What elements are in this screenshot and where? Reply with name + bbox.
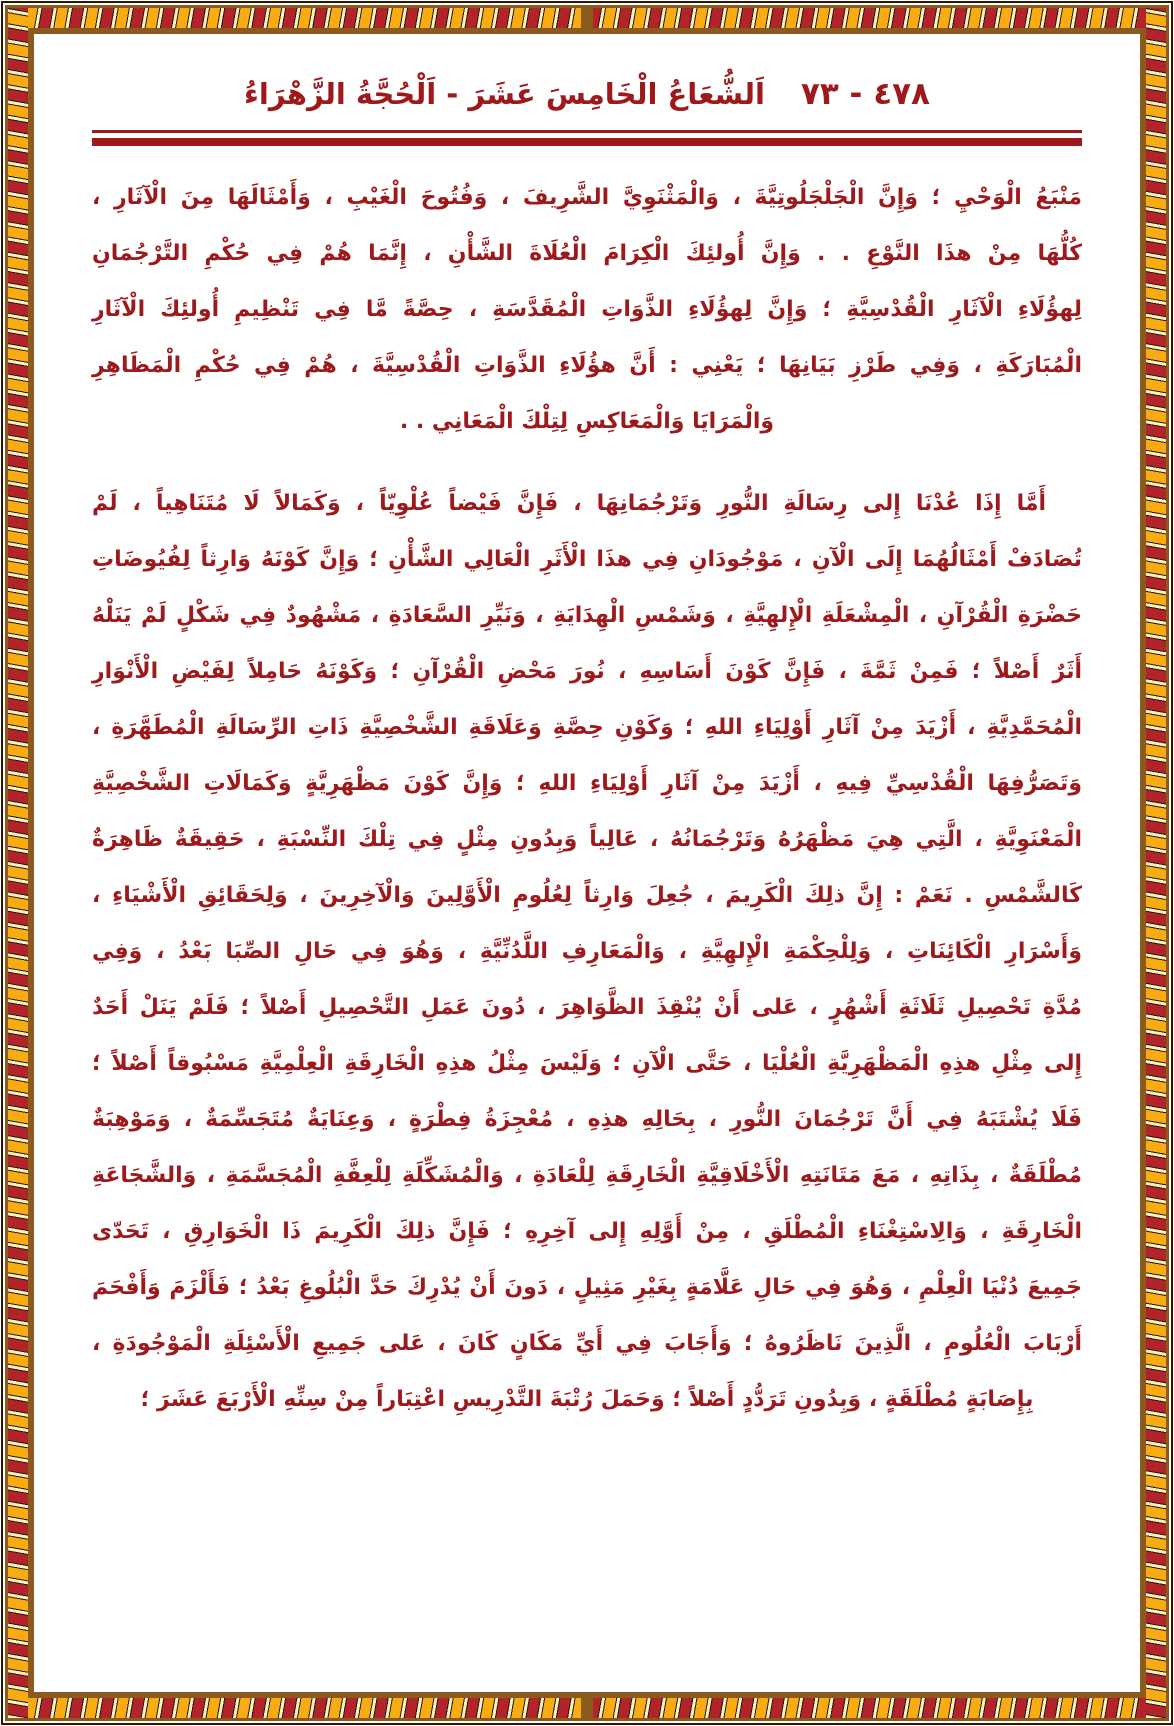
text-line: الْخَارِقَةِ ، وَالِاسْتِغْنَاءِ الْمُطْلَقِ ، مِنْ أَوَّلِهِ إِلى آخِرِهِ ؛ فَإِنَّ ذلِكَ الْكَرِيمَ ذَا الْخَوَارِقِ ، تَحَدّى [92,1219,1082,1244]
page-header [92,76,1082,112]
text-line: كَالشَّمْسِ . نَعَمْ : إِنَّ ذلِكَ الْكَرِيمَ ، جُعِلَ وَارِثاً لِعُلُومِ الْأَوَّلِينَ وَالْآخِرِينَ ، وَلِحَقَائِقِ الْأَشْيَاءِ ، [92,883,1082,908]
text-line: بِإِصَابَةٍ مُطْلَقَةٍ ، وَبِدُونِ تَرَدُّدٍ أَصْلاً ؛ وَحَمَلَ رُتْبَةَ التَّدْرِيسِ اعْتِبَاراً مِنْ سِنِّهِ الْأَرْبَعَ عَشَرَ ؛ [140,1387,1034,1412]
text-line: أَثَرٌ أَصْلاً ؛ فَمِنْ ثَمَّةَ ، فَإِنَّ كَوْنَ أَسَاسِهِ ، نُورَ مَحْضِ الْقُرْآنِ ؛ وَكَوْنَهُ حَامِلاً لِفَيْضِ الْأَنْوَارِ [92,659,1082,684]
text-line: وَأَسْرَارِ الْكَائِنَاتِ ، وَلِلْحِكْمَةِ الْإِلهِيَّةِ ، وَالْمَعَارِفِ اللَّدُنِّيَّةِ ، وَهُوَ فِي حَالِ الصِّبَا بَعْدُ ، وَفِي [92,939,1082,964]
paragraph-1 [92,170,1082,450]
text-line: جَمِيعَ دُنْيَا الْعِلْمِ ، وَهُوَ فِي حَالِ عَلَّامَةٍ بِغَيْرِ مَثِيلٍ ، دَونَ أَنْ يُدْرِكَ حَدَّ الْبُلُوغِ بَعْدُ ؛ فَأَلْزَمَ وَأَفْحَمَ [92,1275,1082,1300]
chain-border-right [1146,8,1166,1718]
text-line: تُصَادَفْ أَمْثَالُهُمَا إِلَى الْآنِ ، مَوْجُودَانِ فِي هذَا الْأَثَرِ الْعَالِي الشَّأْنِ ؛ وَإِنَّ كَوْنَهُ وَارِثاً لِفُيُوضَاتِ [92,547,1082,572]
text-line: مُطْلَقَةٌ ، بِذَاتِهِ ، مَعَ مَتَانَتِهِ الْأَخْلَاقِيَّةِ الْخَارِقَةِ لِلْعَادَةِ ، وَالْمُشَكِّلَةِ لِلْعِفَّةِ الْمُجَسَّمَةِ ، وَالشَّجَاعَةِ [92,1163,1082,1188]
chain-border-bottom [8,1698,1166,1718]
top-center-ornament [581,5,593,31]
text-line: وَتَصَرُّفِهَا الْقُدْسِيِّ فِيهِ ، أَزْيَدَ مِنْ آثَارِ أَوْلِيَاءِ اللهِ ؛ وَإِنَّ كَوْنَ مَظْهَرِيَّةٍ وَكَمَالَاتِ الشَّخْصِيَّةِ [92,771,1082,796]
chain-border-left [8,8,28,1718]
page-content [34,34,1140,1692]
paragraph-2 [92,476,1082,1428]
text-line: الْمُبَارَكَةِ ، وَفِي طَرْزِ بَيَانِهَا ؛ يَعْنِي : أَنَّ هؤُلَاءِ الذَّوَاتِ الْقُدْسِيَّةَ ، هُمْ فِي حُكْمِ الْمَظَاهِرِ [92,353,1082,378]
bottom-center-ornament [581,1695,593,1721]
chain-border-top [8,8,1166,28]
text-line: أَرْبَابَ الْعُلُومِ ، الَّذِينَ نَاظَرُوهُ ؛ وَأَجَابَ فِي أَيِّ مَكَانٍ كَانَ ، عَلى جَمِيعِ الْأَسْئِلَةِ الْمَوْجُودَةِ ، [92,1331,1082,1356]
page-number: ٤٧٨ - ٧٣ [800,76,930,112]
header-rule-thick [92,138,1082,146]
text-line: حَضْرَةِ الْقُرْآنِ ، الْمِشْعَلَةِ الْإِلهِيَّةِ ، وَشَمْسِ الْهِدَايَةِ ، وَنَيِّرِ السَّعَادَةِ ، مَشْهُودٌ فِي شَكْلٍ لَمْ يَنَلْهُ [92,603,1082,628]
text-line: وَالْمَرَايَا وَالْمَعَاكِسِ لِتِلْكَ الْمَعَانِي . . [399,409,775,434]
text-line: كُلُّهَا مِنْ هذَا النَّوْعِ . . وَإِنَّ أُولئِكَ الْكِرَامَ الْعُلَاةَ الشَّأْنِ ، إِنَّمَا هُمْ فِي حُكْمِ التَّرْجُمَانِ [92,241,1082,266]
text-line: الْمَعْنَوِيَّةِ ، الَّتِي هِيَ مَظْهَرُهُ وَتَرْجُمَانُهُ ، عَالِياً وَبِدُونِ مِثْلٍ فِي تِلْكَ النِّسْبَةِ ، حَقِيقَةٌ ظَاهِرَةٌ [92,827,1082,852]
text-line: مُدَّةِ تَحْصِيلِ ثَلَاثَةِ أَشْهُرٍ ، عَلى أَنْ يُنْقِذَ الظَّوَاهِرَ ، دُونَ عَمَلِ التَّحْصِيلِ أَصْلاً ؛ فَلَمْ يَنَلْ أَحَدٌ [92,995,1082,1020]
header-rule-thin [92,130,1082,133]
text-line: لِهؤُلَاءِ الْآثَارِ الْقُدْسِيَّةِ ؛ وَإِنَّ لِهؤُلَاءِ الذَّوَاتِ الْمُقَدَّسَةِ ، حِصَّةً مَّا فِي تَنْظِيمِ أُولئِكَ الْآثَارِ [92,297,1082,322]
chapter-title: اَلشُّعَاعُ الْخَامِسَ عَشَرَ - اَلْحُجَّةُ الزَّهْرَاءُ [244,77,765,111]
text-line: إِلى مِثْلِ هذِهِ الْمَظْهَرِيَّةِ الْعُلْيَا ، حَتَّى الْآنِ ؛ وَلَيْسَ مِثْلُ هذِهِ الْخَارِقَةِ الْعِلْمِيَّةِ مَسْبُوقاً أَصْلاً ؛ [92,1051,1082,1076]
text-line: الْمُحَمَّدِيَّةِ ، أَزْيَدَ مِنْ آثَارِ أَوْلِيَاءِ اللهِ ؛ وَكَوْنِ حِصَّةِ وَعَلَاقَةِ الشَّخْصِيَّةِ ذَاتِ الرِّسَالَةِ الْمُطَهَّرَةِ ، [92,715,1082,740]
body-text [92,170,1082,1428]
text-line: فَلَا يُشْتَبَهُ فِي أَنَّ تَرْجُمَانَ النُّورِ ، بِحَالِهِ هذِهِ ، مُعْجِزَةُ فِطْرَةٍ ، وَعِنَايَةٌ مُتَجَسِّمَةٌ ، وَمَوْهِبَةٌ [92,1107,1082,1132]
text-line: مَنْبَعُ الْوَحْيِ ؛ وَإِنَّ الْجَلْجَلُوتِيَّةَ ، وَالْمَثْنَوِيَّ الشَّرِيفَ ، وَفُتُوحَ الْغَيْبِ ، وَأَمْثَالَهَا مِنَ الْآثَارِ ، [92,185,1082,210]
text-line: أَمَّا إِذَا عُدْنَا إِلى رِسَالَةِ النُّورِ وَتَرْجُمَانِهَا ، فَإِنَّ فَيْضاً عُلْوِيّاً ، وَكَمَالاً لَا مُتَنَاهِياً ، لَمْ [92,491,1046,516]
